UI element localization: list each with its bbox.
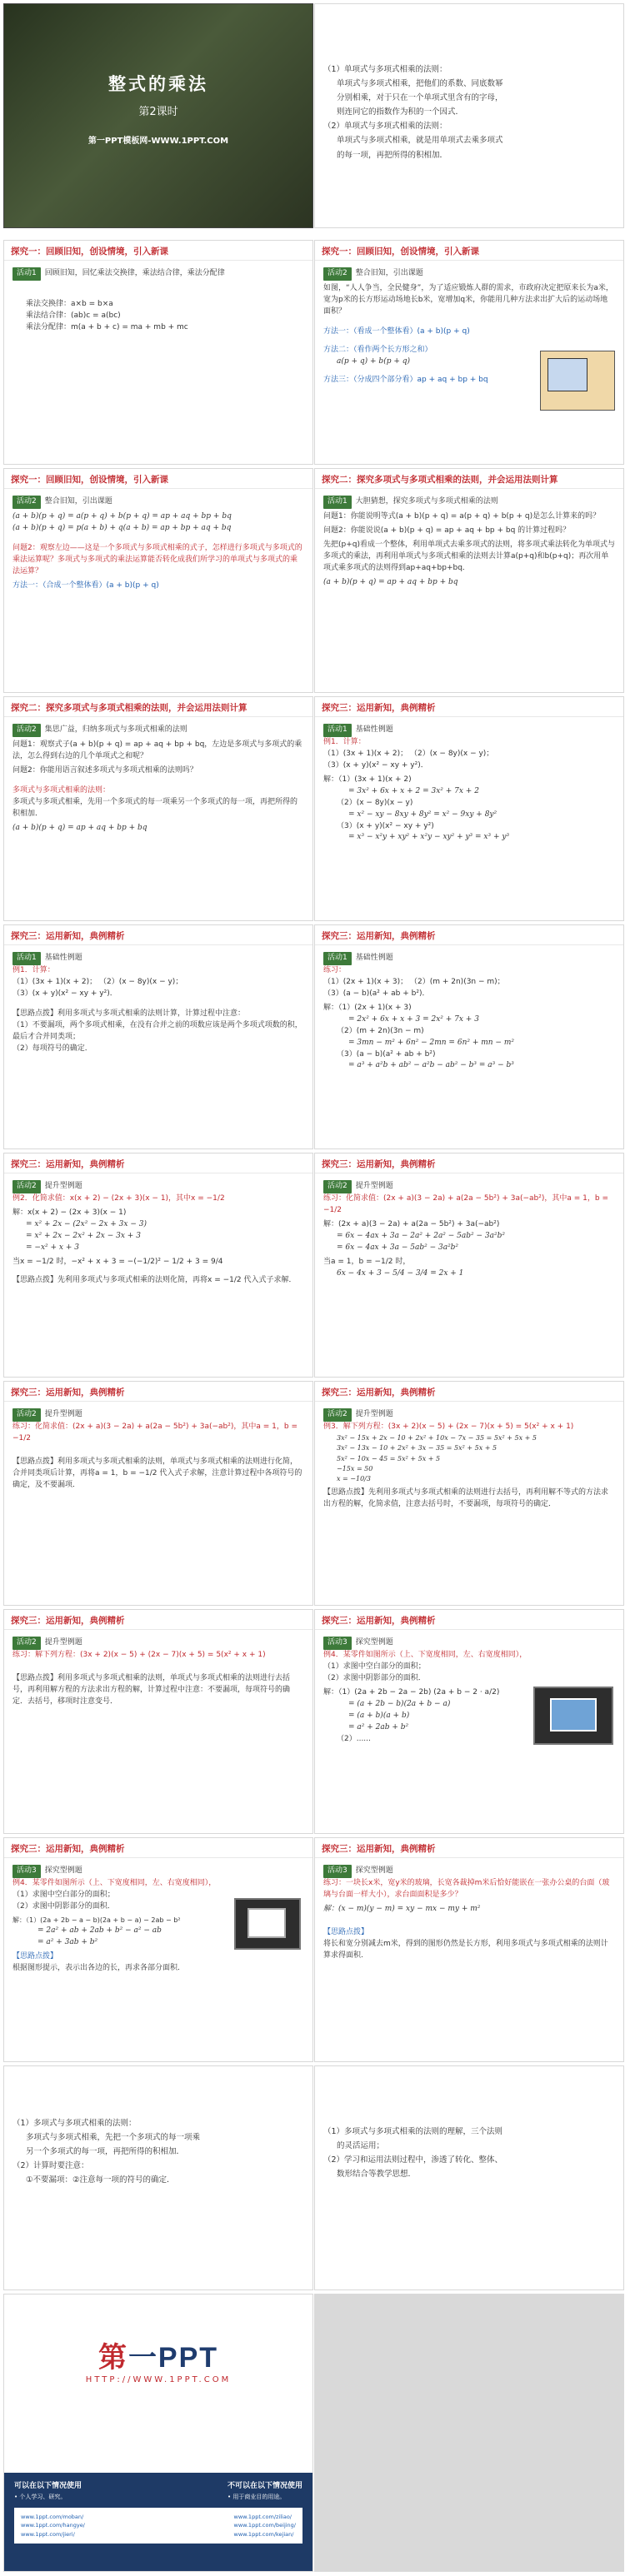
activity-intro: 提升型例题	[44, 1410, 82, 1418]
text-line: 分别相乘，对于只在一个单项式里含有的字母，	[337, 93, 503, 103]
text-line: 单项式与多项式相乘，就是用单项式去乘多项式	[337, 136, 503, 146]
step: （2）(m + 2n)(3n − m)	[337, 1026, 424, 1035]
solution: 解：(x − m)(y − m) = xy − mx − my + m²	[323, 1904, 481, 1913]
question: 问题2：你能说说(a + b)(p + q) = ap + aq + bp + bq 的计算过程吗？	[323, 526, 571, 535]
example-label: 例4．某零件如图所示（上、下宽度相同，左、右宽度相同），	[323, 1650, 528, 1659]
method-2: 方法二：（看作两个长方形之和）	[323, 345, 432, 354]
step: = 6x − 4ax + 3a − 5ab² − 3a²b²	[337, 1243, 459, 1252]
rule-text: 多项式与多项式相乘，先用一个多项式的每一项乘另一个多项式的每一项，再把所得的积相加．	[12, 797, 298, 818]
activity-tag: 活动2	[12, 496, 41, 509]
activity-intro: 探究型例题	[355, 1638, 393, 1647]
activity-intro: 整合旧知，引出课题	[44, 497, 112, 506]
activity-intro: 探究型例题	[44, 1866, 82, 1875]
slide-summary-2	[314, 2065, 624, 2290]
activity-tag: 活动1	[323, 952, 352, 965]
step: = x² + 2x − 2x² + 2x − 3x + 3	[26, 1231, 141, 1240]
part-inner	[550, 1698, 597, 1731]
field-diagram	[540, 351, 615, 411]
exercise: （1）(3x + 1)(x + 2)； （2）(x − 8y)(x − y)；	[323, 749, 494, 758]
text-line: （1）多项式与多项式相乘的法则：	[12, 2119, 137, 2128]
text-line: 多项式与多项式相乘，先把一个多项式的每一项乘	[26, 2133, 201, 2143]
text-line: 另一个多项式的每一项，再把所得的积相加．	[26, 2147, 185, 2157]
step: （2）......	[337, 1734, 371, 1743]
slide-title: 探究三：运用新知，典例精析	[4, 925, 312, 945]
step: = (a + 2b − b)(2a + b − a)	[348, 1699, 451, 1708]
step: = 6x − 4ax + 3a − 2a² + 2a² − 5ab² − 3a²b²	[337, 1231, 505, 1240]
slide-cover	[3, 3, 313, 228]
hint: 将长和宽分别减去m米，得到的图形仍然是长方形，利用多项式与多项式相乘的法则计算求得面积.	[323, 1939, 608, 1960]
method-3: 方法三：（分成四个部分看）ap + aq + bp + bq	[323, 375, 488, 384]
slide-12	[3, 1381, 313, 1606]
brand-footer	[4, 2473, 312, 2571]
hint: 【思路点拨】利用多项式与多项式相乘的法则，单项式与多项式相乘的法则进行去括号，再利用解方程的方法求出方程的解，计算过程中注意：不要漏项，每项符号的确定．去括号，移项时注意变号．	[12, 1673, 291, 1706]
solution: 解：（1）(2x + 1)(x + 3)	[323, 1003, 412, 1012]
step: = 2x² + 6x + x + 3 = 2x² + 7x + 3	[348, 1014, 479, 1024]
brand-logo	[4, 2334, 312, 2375]
step: = (a + b)(a + b)	[348, 1711, 410, 1720]
activity-intro: 提升型例题	[44, 1182, 82, 1190]
example-label: 练习：	[323, 965, 347, 974]
usage-text: • 用于商业目的用途。	[227, 2494, 286, 2500]
slide-title: 探究三：运用新知，典例精析	[4, 1610, 312, 1630]
formula: (a + b)(p + q) = ap + aq + bp + bq	[12, 823, 148, 832]
text-line: （1）多项式与多项式相乘的法则的理解，三个法则	[323, 2127, 503, 2136]
slide-10	[3, 1153, 313, 1378]
step: = 3x² + 6x + x + 2 = 3x² + 7x + 2	[348, 786, 479, 795]
step: = 3mn − m² + 6n² − 2mn = 6n² + mn − m²	[348, 1038, 514, 1047]
slide-title: 探究一：回顾旧知，创设情境，引入新课	[4, 469, 312, 489]
slide-title: 探究三：运用新知，典例精析	[4, 1382, 312, 1402]
exercise: （1）(3x + 1)(x + 2)； （2）(x − 8y)(x − y)；	[12, 977, 183, 986]
text-line: 则连同它的指数作为积的一个因式．	[337, 107, 464, 117]
step: 解：(2x + a)(3 − 2a) + a(2a − 5b²) + 3a(−ab²)	[323, 1219, 500, 1228]
slide-title: 探究二：探究多项式与多项式相乘的法则，并会运用法则计算	[315, 469, 623, 489]
activity-tag: 活动1	[12, 267, 41, 281]
text-line: 数形结合等教学思想．	[337, 2170, 417, 2180]
activity-intro: 集思广益，归纳多项式与多项式相乘的法则	[44, 725, 188, 734]
formula: (a + b)(p + q) = p(a + b) + q(a + b) = ap + bp + aq + bq	[12, 523, 232, 532]
slide-11	[314, 1153, 624, 1378]
activity-tag: 活动1	[323, 496, 352, 509]
slide-4	[3, 468, 313, 693]
cover-subtitle: 第2课时	[138, 106, 178, 118]
part-diagram	[234, 1898, 301, 1950]
slide-title: 探究三：运用新知，典例精析	[4, 1153, 312, 1173]
activity-tag: 活动1	[323, 724, 352, 737]
activity-tag: 活动1	[12, 952, 41, 965]
step: −15x = 50	[337, 1465, 373, 1473]
text-line: 单项式与多项式相乘，把他们的系数、同底数幂	[337, 79, 503, 89]
text-line: 的每一项，再把所得的积相加．	[337, 150, 448, 160]
activity-intro: 大胆猜想，探究多项式与多项式相乘的法则	[355, 497, 498, 506]
step: 5x² − 10x − 45 = 5x² + 5x + 5	[337, 1454, 441, 1462]
slide-title: 探究三：运用新知，典例精析	[315, 1610, 623, 1630]
solution: 解：（1）(3x + 1)(x + 2)	[323, 775, 412, 784]
solution: 解：（1）(2a + 2b − a − b)(2a + b − a) − 2ab − b²	[12, 1916, 181, 1924]
question: 问题1：观察式子(a + b)(p + q) = ap + aq + bp + bq，左边是多项式与多项式的乘法，怎么得到右边的几个单项式之和呢？	[12, 740, 302, 760]
hint-heading: 【思路点拨】	[12, 1952, 58, 1961]
step: = a² + 3ab + b²	[38, 1938, 98, 1947]
logo-part: 一PPT	[128, 2342, 219, 2374]
formula: 乘法分配律：m(a + b + c) = ma + mb + mc	[26, 322, 188, 331]
example-label: 练习：解下列方程：(3x + 2)(x − 5) + (2x − 7)(x + 5) = 5(x² + x + 1)	[12, 1650, 266, 1659]
step: 当x = −1/2 时，−x² + x + 3 = −(−1/2)² − 1/2 + 3 = 9/4	[12, 1257, 223, 1266]
step: = x³ − x²y + xy² + x²y − xy² + y³ = x³ + y³	[348, 833, 510, 842]
slide-title: 探究三：运用新知，典例精析	[315, 697, 623, 717]
activity-intro: 提升型例题	[355, 1182, 393, 1190]
example-label: 练习：化简求值：(2x + a)(3 − 2a) + a(2a − 5b²) + 3a(−ab²)，其中a = 1，b = −1/2	[323, 1193, 608, 1214]
text-line: （2）单项式与多项式相乘的法则：	[323, 122, 448, 132]
step: = a³ + a²b + ab² − a²b − ab² − b³ = a³ − b³	[348, 1061, 514, 1070]
method-2-formula: a(p + q) + b(p + q)	[337, 356, 411, 366]
example-label: 例3．解下列方程：(3x + 2)(x − 5) + (2x − 7)(x + 5) = 5(x² + x + 1)	[323, 1422, 574, 1431]
activity-tag: 活动2	[12, 1180, 41, 1193]
slide-7	[314, 696, 624, 921]
hint-heading: 【思路点拨】	[323, 1927, 369, 1936]
slide-15	[314, 1609, 624, 1834]
slide-8	[3, 924, 313, 1149]
activity-tag: 活动2	[323, 1408, 352, 1422]
slide-2	[3, 240, 313, 465]
exercise: （3）(x + y)(x² − xy + y²)．	[12, 989, 118, 998]
slide-title: 探究一：回顾旧知，创设情境，引入新课	[315, 241, 623, 261]
text-line: （2）计算时要注意：	[12, 2161, 89, 2171]
step: 6x − 4x + 3 − 5/4 − 3/4 = 2x + 1	[337, 1268, 464, 1278]
method: 方法一：（合成一个整体看）(a + b)(p + q)	[12, 580, 159, 590]
brand-url[interactable]: HTTP://WWW.1PPT.COM	[85, 2375, 232, 2384]
question: （2）求图中阴影部分的面积．	[12, 1901, 115, 1911]
hint: 【思路点拨】先利用多项式与多项式相乘的法则化简，再将x = −1/2 代入式子求解．	[12, 1275, 297, 1284]
slide-title: 探究三：运用新知，典例精析	[315, 1382, 623, 1402]
slide-summary-1	[3, 2065, 313, 2290]
empty-slot	[314, 2294, 624, 2572]
step: 3x² − 13x − 10 + 2x² + 3x − 35 = 5x² + 5x + 5	[337, 1444, 498, 1452]
text-line: ①不要漏项：②注意每一项的符号的确定．	[26, 2175, 175, 2185]
question: 问题2：观察左边——这是一个多项式与多项式相乘的式子，怎样进行多项式与多项式的乘法运算呢？多项式与多项式的乘法运算能否转化成我们所学习的单项式与多项式的乘法运算？	[12, 543, 302, 575]
hint: 根据图形提示，表示出各边的长，再求各部分面积．	[12, 1963, 186, 1972]
usage-text: • 个人学习、研究。	[14, 2494, 67, 2500]
footer-link[interactable]: www.1ppt.com/moban/	[21, 2514, 84, 2520]
slide-title: 探究三：运用新知，典例精析	[315, 1153, 623, 1173]
activity-tag: 活动2	[323, 1180, 352, 1193]
hint: 【思路点拨】利用多项式与多项式相乘的法则，单项式与多项式相乘的法则进行化简，合并同类项后计算，再将a = 1，b = −1/2 代入式子求解，注意计算过程中各项符号的确定，及不要漏项．	[12, 1457, 302, 1489]
step: （2）(x − 8y)(x − y)	[337, 798, 413, 807]
example-label: 例2．化简求值：x(x + 2) − (2x + 3)(x − 1)，其中x = −1/2	[12, 1193, 225, 1203]
activity-tag: 活动3	[12, 1865, 41, 1878]
usage-heading: 可以在以下情况使用	[14, 2482, 82, 2490]
part-inner	[248, 1908, 286, 1938]
exercise: （3）(x + y)(x² − xy + y²)．	[323, 760, 428, 770]
footer-link[interactable]: www.1ppt.com/ziliao/	[233, 2514, 292, 2520]
cover-title: 整式的乘法	[108, 74, 208, 94]
step: = x² + 2x − (2x² − 2x + 3x − 3)	[26, 1219, 147, 1228]
activity-tag: 活动2	[12, 1408, 41, 1422]
activity-intro: 提升型例题	[44, 1638, 82, 1647]
slide-6	[3, 696, 313, 921]
cover-site: 第一PPT模板网-WWW.1PPT.COM	[88, 137, 229, 146]
slide-title: 探究三：运用新知，典例精析	[315, 1838, 623, 1858]
brand-slide	[3, 2294, 313, 2572]
step: （3）(a − b)(a² + ab + b²)	[337, 1049, 436, 1059]
activity-tag: 活动2	[12, 1637, 41, 1650]
step: x = −10/3	[337, 1475, 371, 1483]
activity-intro: 整合旧知，引出课题	[355, 269, 423, 277]
hint: （2）每项符号的确定．	[12, 1044, 92, 1053]
footer-link[interactable]: www.1ppt.com/beijing/	[233, 2522, 296, 2529]
logo-part: 第	[98, 2342, 128, 2374]
activity-intro: 提升型例题	[355, 1410, 393, 1418]
slide-13	[314, 1381, 624, 1606]
step: 当a = 1，b = −1/2 时，	[323, 1257, 411, 1266]
example-label: 例4．某零件如图所示（上、下宽度相同，左、右宽度相同），	[12, 1878, 217, 1887]
formula: (a + b)(p + q) = a(p + q) + b(p + q) = ap + aq + bp + bq	[12, 511, 232, 521]
explanation: 先把(p+q)看成一个整体，利用单项式去乘多项式的法则，将多项式乘法转化为单项式与多项式的乘法，再利用单项式与多项式相乘的法则去计算a(p+q)和b(p+q)；再次用单项式乘多项式的法则得到ap+aq+bp+bq．	[323, 540, 615, 572]
exercise: （3）(a − b)(a² + ab + b²)．	[323, 989, 430, 998]
step: = 2a² + ab + 2ab + b² − a² − ab	[38, 1926, 162, 1936]
hint: （1）不要漏项，两个多项式相乘，在没有合并之前的项数应该是两个多项式项数的积，最后才合并同类项；	[12, 1020, 302, 1041]
formula: 乘法结合律：(ab)c = a(bc)	[26, 311, 121, 320]
text-line: （1）单项式与多项式相乘的法则：	[323, 65, 448, 74]
hint: 【思路点拨】先利用多项式与多项式相乘的法则进行去括号，再利用解不等式的方法求出方程的解，化简求值，注意去括号时，不要漏项，每项符号的确定．	[323, 1487, 609, 1508]
step: = a² + 2ab + b²	[348, 1722, 409, 1731]
text-line: 的灵活运用；	[337, 2141, 385, 2151]
step: （3）(x + y)(x² − xy + y²)	[337, 821, 434, 830]
step: 3x² − 15x + 2x − 10 + 2x² + 10x − 7x − 35 = 5x² + 5x + 5	[337, 1433, 537, 1442]
step: = −x² + x + 3	[26, 1243, 79, 1252]
exercise: （1）(2x + 1)(x + 3)； （2）(m + 2n)(3n − m)；	[323, 977, 505, 986]
activity-tag: 活动2	[323, 267, 352, 281]
step: = x² − xy − 8xy + 8y² = x² − 9xy + 8y²	[348, 810, 498, 819]
method-1: 方法一：（看成一个整体看）(a + b)(p + q)	[323, 326, 470, 336]
formula: (a + b)(p + q) = ap + aq + bp + bq	[323, 577, 458, 586]
activity-tag: 活动2	[12, 724, 41, 737]
text-line: （2）学习和运用法则过程中，渗透了转化、整体、	[323, 2155, 503, 2165]
example-label: 练习：化简求值：(2x + a)(3 − 2a) + a(2a − 5b²) + 3a(−ab²)，其中a = 1，b = −1/2	[12, 1422, 298, 1442]
slide-title: 探究一：回顾旧知，创设情境，引入新课	[4, 241, 312, 261]
question: 问题2：你能用语言叙述多项式与多项式相乘的法则吗？	[12, 765, 198, 775]
slide-9	[314, 924, 624, 1149]
hint: 【思路点拨】利用多项式与多项式相乘的法则计算，计算过程中注意：	[12, 1009, 246, 1018]
slide-review	[314, 3, 624, 228]
solution: 解：（1）(2a + 2b − 2a − 2b) (2a + b − 2 · a/2)	[323, 1687, 500, 1697]
activity-intro: 基础性例题	[44, 954, 82, 962]
activity-tag: 活动3	[323, 1637, 352, 1650]
example-label: 例1．计算：	[12, 965, 55, 974]
question: （1）求图中空白部分的面积；	[12, 1890, 115, 1899]
footer-link[interactable]: www.1ppt.com/jieri/	[21, 2530, 75, 2538]
question: （2）求图中阴影部分的面积．	[323, 1673, 426, 1682]
step: 解：x(x + 2) − (2x + 3)(x − 1)	[12, 1208, 127, 1217]
slide-title: 探究三：运用新知，典例精析	[315, 925, 623, 945]
slide-16	[3, 1837, 313, 2062]
slide-5	[314, 468, 624, 693]
question: 问题1：你能说明等式(a + b)(p + q) = a(p + q) + b(p + q)是怎么计算来的吗？	[323, 511, 601, 521]
activity-intro: 探究型例题	[355, 1866, 393, 1875]
activity-intro: 回顾旧知，回忆乘法交换律，乘法结合律，乘法分配律	[44, 269, 225, 277]
example-label: 练习：一块长x米，宽y米的玻璃，长宽各裁掉m米后恰好能嵌在一张办公桌的台面（玻璃与台面一样大小），求台面面积是多少？	[323, 1878, 610, 1899]
activity-intro: 基础性例题	[355, 954, 393, 962]
activity-tag: 活动3	[323, 1865, 352, 1878]
question: 如图，“人人争当，全民健身”，为了适应锻炼人群的需求，市政府决定把原来长为a米，宽为p米的长方形运动场地长b米，宽增加q米，你能用几种方法求出扩大后的运动场地面积？	[323, 283, 613, 316]
activity-intro: 基础性例题	[355, 725, 393, 734]
slide-14	[3, 1609, 313, 1834]
footer-link[interactable]: www.1ppt.com/kejian/	[233, 2530, 294, 2538]
field-inner	[548, 358, 588, 391]
slide-3	[314, 240, 624, 465]
slide-17	[314, 1837, 624, 2062]
example-label: 例1．计算：	[323, 737, 366, 746]
slide-title: 探究三：运用新知，典例精析	[4, 1838, 312, 1858]
part-diagram	[533, 1687, 613, 1745]
question: （1）求图中空白部分的面积；	[323, 1662, 426, 1671]
link-list	[14, 2508, 302, 2544]
rule-heading: 多项式与多项式相乘的法则：	[12, 785, 111, 795]
usage-heading: 不可以在以下情况使用	[227, 2482, 302, 2490]
formula: 乘法交换律：a×b = b×a	[26, 299, 113, 308]
footer-link[interactable]: www.1ppt.com/hangye/	[21, 2522, 85, 2529]
slide-title: 探究二：探究多项式与多项式相乘的法则，并会运用法则计算	[4, 697, 312, 717]
